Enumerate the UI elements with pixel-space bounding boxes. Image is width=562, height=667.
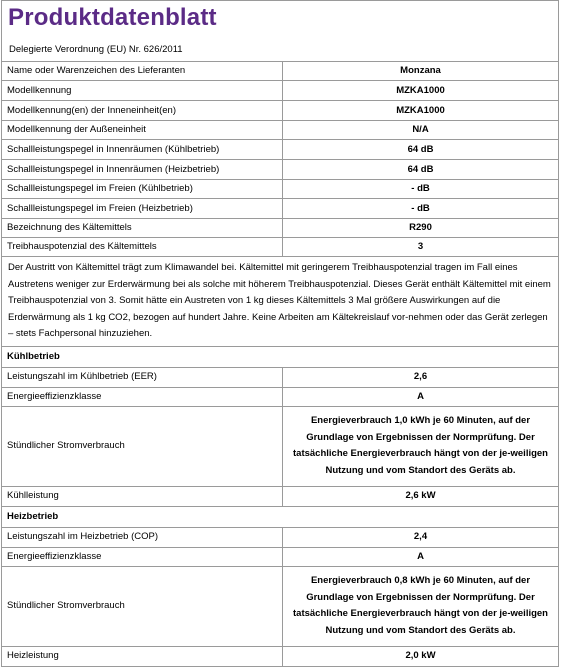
row-label: Modellkennung der Außeneinheit xyxy=(2,121,283,140)
table-row-outdoor-model xyxy=(2,121,558,140)
row-value: 3 xyxy=(283,238,559,257)
row-label: Treibhauspotenzial des Kältemittels xyxy=(2,238,283,257)
table-row-heating-capacity xyxy=(2,646,558,666)
row-value: 2,6 xyxy=(283,367,559,387)
refrigerant-note: Der Austritt von Kältemittel trägt zum Klimawandel bei. Kältemittel mit geringerem Treibhauspotenzial tragen im Fall eines Austretens weniger zur Erderwärmung bei als solche mit höherem Treibhauspotenzial. Dieses Gerät enthält Kältemittel mit einem Treibhauspotenzial von 3. Somit hätte ein Austreten von 1 kg dieses Kältemittels 3 Mal größere Auswirkungen auf die Erderwärmung als 1 kg CO2, bezogen auf hundert Jahre. Keine Arbeiten am Kältekreislauf vor-nehmen oder das Gerät zerlegen – stets Fachpersonal hinzuziehen. xyxy=(2,257,558,347)
table-row-refrigerant xyxy=(2,219,558,238)
row-label: Energieeffizienzklasse xyxy=(2,387,283,406)
section-title: Heizbetrieb xyxy=(2,506,558,527)
table-row-outdoor-noise-heating xyxy=(2,199,558,219)
row-value: - dB xyxy=(283,180,559,199)
row-label: Stündlicher Stromverbrauch xyxy=(2,566,283,646)
row-label: Name oder Warenzeichen des Lieferanten xyxy=(2,62,283,81)
row-value: R290 xyxy=(283,219,559,238)
page-title: Produktdatenblatt xyxy=(8,4,217,31)
row-value: Energieverbrauch 0,8 kWh je 60 Minuten, auf der Grundlage von Ergebnissen der Normprüfung. Der tatsächliche Energieverbrauch hängt von der je-weiligen Nutzung und vom Standort des Geräts ab. xyxy=(283,566,559,646)
row-value: A xyxy=(283,387,559,406)
table-row-cooling-class xyxy=(2,387,558,406)
row-value: 2,4 xyxy=(283,527,559,547)
row-value: A xyxy=(283,547,559,566)
table-row-refrigerant-note xyxy=(2,257,558,347)
table-row-eer xyxy=(2,367,558,387)
table-row-cooling-consumption xyxy=(2,406,558,486)
row-value: 64 dB xyxy=(283,140,559,160)
table-row-gwp xyxy=(2,238,558,257)
row-label: Schallleistungspegel in Innenräumen (Kühlbetrieb) xyxy=(2,140,283,160)
row-label: Schallleistungspegel im Freien (Heizbetrieb) xyxy=(2,199,283,219)
data-table xyxy=(2,62,558,667)
row-label: Leistungszahl im Kühlbetrieb (EER) xyxy=(2,367,283,387)
table-row-outdoor-noise-cooling xyxy=(2,180,558,199)
row-label: Stündlicher Stromverbrauch xyxy=(2,406,283,486)
product-data-sheet xyxy=(1,0,559,667)
section-title: Kühlbetrieb xyxy=(2,346,558,367)
table-row-supplier xyxy=(2,62,558,81)
row-label: Heizleistung xyxy=(2,646,283,666)
row-value: 2,6 kW xyxy=(283,486,559,506)
row-label: Energieeffizienzklasse xyxy=(2,547,283,566)
row-value: Energieverbrauch 1,0 kWh je 60 Minuten, auf der Grundlage von Ergebnissen der Normprüfung. Der tatsächliche Energieverbrauch hängt von der je-weiligen Nutzung und vom Standort des Geräts ab. xyxy=(283,406,559,486)
row-value: N/A xyxy=(283,121,559,140)
row-label: Leistungszahl im Heizbetrieb (COP) xyxy=(2,527,283,547)
row-value: Monzana xyxy=(283,62,559,81)
section-heading-heating xyxy=(2,506,558,527)
table-row-model xyxy=(2,81,558,101)
table-row-cooling-capacity xyxy=(2,486,558,506)
row-label: Bezeichnung des Kältemittels xyxy=(2,219,283,238)
row-label: Modellkennung(en) der Inneneinheit(en) xyxy=(2,101,283,121)
row-label: Modellkennung xyxy=(2,81,283,101)
row-value: MZKA1000 xyxy=(283,101,559,121)
row-label: Schallleistungspegel im Freien (Kühlbetrieb) xyxy=(2,180,283,199)
table-row-indoor-model xyxy=(2,101,558,121)
row-label: Kühlleistung xyxy=(2,486,283,506)
row-value: MZKA1000 xyxy=(283,81,559,101)
table-row-heating-class xyxy=(2,547,558,566)
row-value: 2,0 kW xyxy=(283,646,559,666)
table-row-heating-consumption xyxy=(2,566,558,646)
table-row-indoor-noise-heating xyxy=(2,160,558,180)
sheet-header xyxy=(2,1,558,62)
table-row-indoor-noise-cooling xyxy=(2,140,558,160)
table-row-cop xyxy=(2,527,558,547)
row-value: - dB xyxy=(283,199,559,219)
section-heading-cooling xyxy=(2,346,558,367)
row-value: 64 dB xyxy=(283,160,559,180)
row-label: Schallleistungspegel in Innenräumen (Heizbetrieb) xyxy=(2,160,283,180)
regulation-reference: Delegierte Verordnung (EU) Nr. 626/2011 xyxy=(9,44,183,55)
